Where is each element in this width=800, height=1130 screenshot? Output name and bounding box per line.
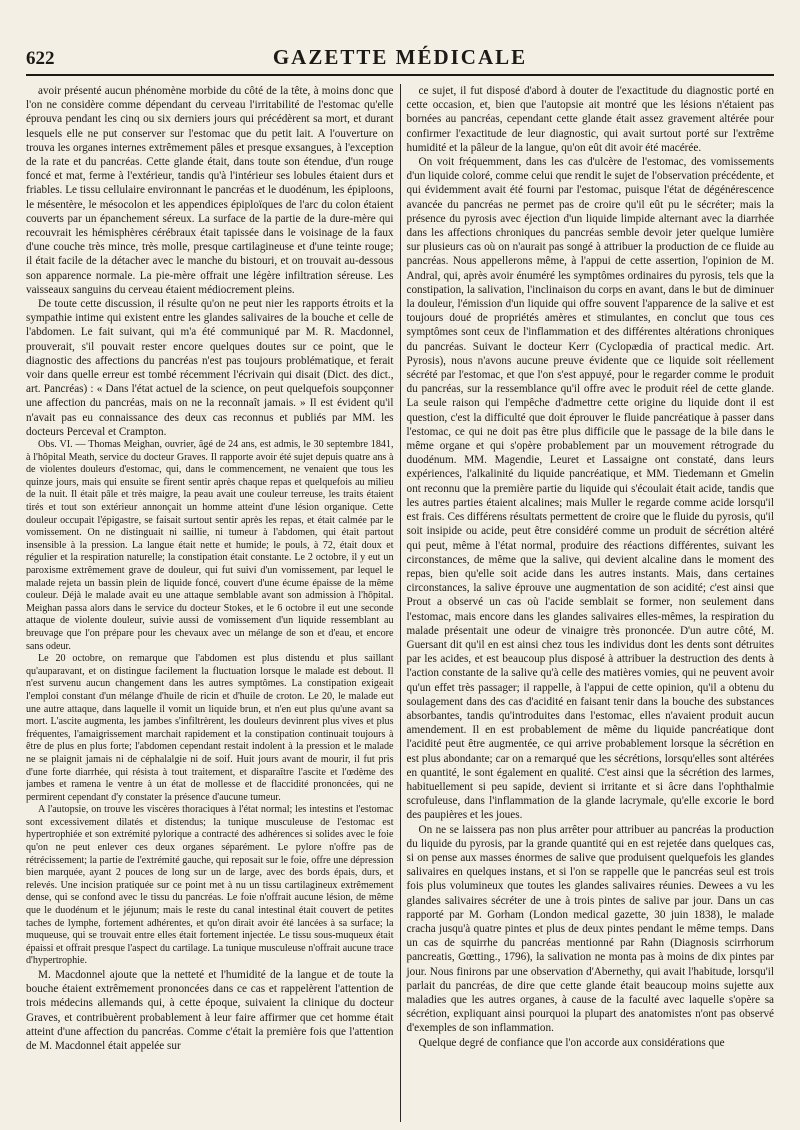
observation-paragraph: Le 20 octobre, on remarque que l'abdomen est plus distendu et plus saillant qu'auparavant, et on distingue facilement la fluctuation lorsque le malade est debout. Il n'est survenu aucun changement dans les autres symptômes. La constipation exigeait l'emploi constant d'un mélange d'huile de ricin et d'huile de croton. Le 20, le malade eut une autre attaque, dans laquelle il vomit un liquide brun, et n'en eut plus qu'une avant sa mort. L'ascite augmenta, les jambes s'infiltrèrent, les douleurs devinrent plus vives et plus fréquentes, l'amaigrissement marchait rapidement et la constipation continuait toujours à être de plus en plus forte; l'abdomen cependant restait indolent à la pression et le malade ne se plaignit jamais ni de céphalalgie ni de soif. Huit jours avant de mourir, il fut pris d'une forte diarrhée, qui résista à tout traitement, et disparaître l'ascite et l'œdème des jambes et ramena le ventre à un état de mollesse et de flaccidité prononcées, qui ne permirent cependant d'y constater la présence d'aucune tumeur.: [26, 653, 394, 803]
paragraph: M. Macdonnel ajoute que la netteté et l'humidité de la langue et de toute la bouche étaient extrêmement prononcées dans ce cas et rappelèrent l'attention de trois médecins allemands qui, à cette époque, suivaient la clinique du docteur Graves, et contribuèrent probablement à leur faire affirmer que cet homme était atteint d'une affection du pancréas. Comme c'était la première fois que l'attention de M. Macdonnel était appelée sur: [26, 969, 394, 1053]
text-columns: [26, 84, 774, 1122]
page-header: [26, 44, 774, 76]
left-column: [26, 84, 400, 1122]
paragraph: De toute cette discussion, il résulte qu'on ne peut nier les rapports étroits et la sympathie intime qui existent entre les glandes salivaires de la bouche et celle de l'abdomen. Le fait suivant, qui m'a été communiqué par M. R. Macdonnel, prouverait, s'il pouvait rester encore quelques doutes sur ce point, que le diagnostic des affections du pancréas n'est pas toujours problématique, et ferait voir dans quelle erreur est tombé récemment l'écrivain qui disait (Dict. des dict., art. Pancréas) : « Dans l'état actuel de la science, on peut quelquefois soupçonner une affection du pancréas, mais on ne la reconnaît jamais. » Il est évident qu'il n'avait pas eu connaissance des deux cas reconnus et publiés par MM. les docteurs Perceval et Crampton.: [26, 298, 394, 438]
autopsy-paragraph: A l'autopsie, on trouve les viscères thoraciques à l'état normal; les intestins et l'estomac sont excessivement dilatés et distendus; la tunique musculeuse de l'estomac est hypertrophiée et son extrémité pylorique a contracté des adhérences si solides avec le foie qu'on ne peut enlever ces deux organes séparément. Le pylore n'offre pas de rétrécissement; la partie de l'extrémité gauche, qui reposait sur le foie, offre une dépression bien marquée, ayant 2 pouces de long sur un de large, avec des bords épais, durs, et relevés. Une incision pratiquée sur ce point met à nu un tissu cartilagineux extrêmement dense, qui se confond avec le tissu du pancréas. Le foie n'offrait aucune lésion, de même que le duodénum et le jéjunum; mais le reste du canal intestinal était couvert de petites taches de lymphe, fortement adhérentes, et qu'on dirait avoir été lancées à sa surface; la muqueuse, qui se trouvait entre elles était fortement injectée. Le tissu sous-muqueux était épaissi et offrait presque l'aspect du cartilage. La tunique musculeuse n'offrait aucune trace d'hypertrophie.: [26, 804, 394, 967]
paragraph: Quelque degré de confiance que l'on accorde aux considérations que: [418, 1036, 725, 1049]
page-number: 622: [26, 48, 55, 69]
journal-title: GAZETTE MÉDICALE: [272, 45, 528, 69]
paragraph: On ne se laissera pas non plus arrêter pour attribuer au pancréas la production du liquide du pyrosis, par la grande quantité qui en est rejetée dans quelques cas, si on pense aux masses énormes de salive que produisent quelquefois les glandes salivaires en quelques instans, et si l'on se rappelle que le pancréas seul est trois fois plus volumineux que toutes les glandes salivaires réunies. Dewees a vu les glandes salivaires sécréter de une à trois pintes de salive par jour. Dans un cas rapporté par M. Gorham (London medical gazette, 30 juin 1838), le malade cracha jusqu'à quatre pintes et plus de deux pintes pendant le même temps. Dans un cas de squirrhe du pancréas mentionné par Rahn (Diagnosis scirrhorum pancreatis, Gœtting., 1796), la salivation ne monta pas à moins de dix pintes par jour. Nous finirons par une observation d'Abernethy, qui avait l'habitude, lorsqu'il parlait du pancréas, de dire que cette glande était beaucoup moins sujette aux maladies que les autres organes, à cause de la faculté avec laquelle s'opère sa sécrétion, expliquant ainsi pourquoi la plupart des anatomistes n'ont pas observé d'exemples de son inflammation.: [406, 823, 775, 1035]
observation-paragraph: Obs. VI. — Thomas Meighan, ouvrier, âgé de 24 ans, est admis, le 30 septembre 1841, à l'hôpital Meath, service du docteur Graves. Il rapporte avoir été sujet depuis quatre ans à de violentes douleurs d'estomac, qui, dans le commencement, ne venaient que tous les quinze jours, mais qui ensuite se firent sentir après chaque repas et quelquefois au milieu de la nuit. Il était pâle et très maigre, la peau avait une couleur terreuse, les traits étaient tirés et tout son extérieur annonçait un homme atteint d'une lésion organique. Cette douleur occupait l'épigastre, se faisait surtout sentir après les repas, et était calmée par le vomissement. On ne distinguait ni saillie, ni tumeur à l'abdomen, qui était partout insensible à la pression. La langue était nette et humide; le pouls, à 72, était doux et régulier et la respiration naturelle; la constipation était constante. Le 2 octobre, il y eut un paroxisme extrêmement grave de douleur, qui fut suivi d'un vomissement, par lequel le malade rejeta un bassin plein de liquide foncé, couvert d'une écume épaisse de la même couleur. Déjà le malade avait eu une attaque semblable avant son admission à l'hôpital. Meighan passa alors dans le service du docteur Stokes, et le 6 octobre il eut une seconde attaque de violente douleur, suivie aussi de vomissement d'un liquide ressemblant au breuvage que l'on prépare pour les chevaux avec un mélange de son et d'eau, et encore sans odeur.: [26, 439, 394, 652]
right-column: [401, 84, 775, 1122]
paragraph: ce sujet, il fut disposé d'abord à douter de l'exactitude du diagnostic porté en cette occasion, et, bien que l'autopsie ait montré que les lésions n'étaient pas bornées au pancréas, cependant cette glande était assez gravement altérée pour confirmer l'exactitude de leur diagnostic, qui avait surtout porté sur l'extrême humidité et la pâleur de la langue, qu'on eût dit avoir été macérée.: [406, 85, 775, 154]
paragraph: On voit fréquemment, dans les cas d'ulcère de l'estomac, des vomissements d'un liquide coloré, comme celui que rendit le sujet de l'observation précédente, et qui évidemment avait été fourni par l'estomac, puisque l'état de dégénérescence avancée du pancréas ne permet pas de croire qu'il eût pu le sécréter; mais la présence du pyrosis avec éjection d'un liquide limpide alternant avec la diarrhée dans les affections chroniques du pancréas semble devoir jeter quelque lumière sur plusieurs cas où on n'aurait pas songé à attribuer la production de ce fluide au pancréas. Nous appellerons même, à l'appui de cette assertion, l'opinion de M. Andral, qui, après avoir énuméré les symptômes ordinaires du pyrosis, tels que la constipation, la salivation, l'inclinaison du corps en avant, dans le but de diminuer la douleur, l'émission d'un liquide qui offre souvent l'apparence de la salive et est toujours doué de propriétés amères et stimulantes, en conclut que tous ces symptômes sont ceux de l'inflammation et des différentes altérations chroniques du pancréas. Suivant le docteur Kerr (Cyclopædia of practical medic. Art. Pyrosis), nous n'avons aucune preuve évidente que ce liquide soit réellement sécrété par l'estomac, et que l'on s'est appuyé, pour le regarder comme le produit du pancréas, sur la ressemblance qu'il offre avec le produit réel de cette glande. La seule raison qui l'empêche d'admettre cette origine du liquide dont il est question, c'est la difficulté que doit éprouver le fluide pancréatique à passer dans l'estomac, ce qui ne doit pas être plus difficile que le passage de la bile dans le même organe et qui s'opère probablement par un mouvement rétrograde du duodénum. MM. Magendie, Leuret et Lassaigne ont constaté, dans leurs expériences, l'alkalinité du liquide pancréatique, et MM. Tiedemann et Gmelin ont reconnu que la première partie du liquide qui s'écoulait était acide, tandis que les autres parties étaient alcalines; mais Muller le regarde comme acide lorsqu'il est frais. Ces différens résultats permettent de croire que le fluide du pyrosis, qu'il soit insipide ou acide, peut être considéré comme un produit de sécrétion altéré qui peut, même à l'état normal, produire des réactions différentes, suivant les circonstances, de même que la salive, qui devient alcaline dans le moment des repas, bien qu'elle soit acide dans les autres instants. Mais, dans certaines circonstances, la salive éprouve une augmentation de son acidité; c'est ainsi que Prout a observé un cas où l'acide semblait se former, non seulement dans l'estomac, mais encore dans les glandes salivaires elles-mêmes, la respiration du malade présentait une odeur de vinaigre très prononcée. D'un autre côté, M. Guersant dit qu'il en est ainsi chez tous les individus dont les dents sont détruites par les acides, et est beaucoup plus disposé à attribuer la destruction des dents à l'action constante de la salive qu'à celle des matières vomies, qui ne peuvent avoir qu'un effet très passager; il rappelle, à l'appui de cette opinion, qu'il a obtenu du soulagement dans des cas d'acidité en faisant tenir dans la bouche des substances absorbantes, tandis qu'introduites dans l'estomac, elles n'avaient produit aucun amendement. Il en est probablement de même du liquide pancréatique dont l'acidité peut être augmentée, ce qui arrive probablement lorsque la sécrétion en est plus abondante; car on a remarqué que les sécrétions, lorsqu'elles sont altérées en quantité, le sont également en qualité. C'est ainsi que la sécrétion des larmes, habituellement si peu sapide, devient si irritante et si âcre dans l'ophthalmie scrofuleuse, dans l'inflammation de la glande lacrymale, qu'elle excorie le bord des paupières et les joues.: [406, 156, 775, 822]
paragraph: avoir présenté aucun phénomène morbide du côté de la tête, à moins donc que l'on ne considère comme dépendant du cerveau l'irritabilité de l'estomac qu'elle éprouva pendant les cinq ou six derniers jours qui précédèrent sa mort, et durant lesquels elle ne put conserver sur l'estomac que du petit lait. A l'ouverture on trouva les organes internes extrêmement pâles et presque exsangues, à l'exception de la rate et du pancréas. Cette glande était, dans toute son étendue, d'un rouge foncé et mat, ferme à l'extérieur, tandis qu'à l'intérieur ses lobules étaient durs et friables. Le tissu cellulaire environnant le pancréas et le duodénum, les épiploons, le mésentère, le mésocolon et les appendices épiploïques de l'arc du colon étaient couverts par un épanchement séreux. La surface de la partie de la dure-mère qui recouvrait les hémisphères cérébraux était tapissée dans le voisinage de la faux d'une couche très mince, très molle, presque cartilagineuse et d'une teinte rouge; il était facile de la détacher avec le manche du bistouri, et on trouvait au-dessous son apparence normale. La pie-mère offrait une légère infiltration séreuse. Les vaisseaux sanguins du cerveau étaient médiocrement pleins.: [26, 85, 394, 296]
